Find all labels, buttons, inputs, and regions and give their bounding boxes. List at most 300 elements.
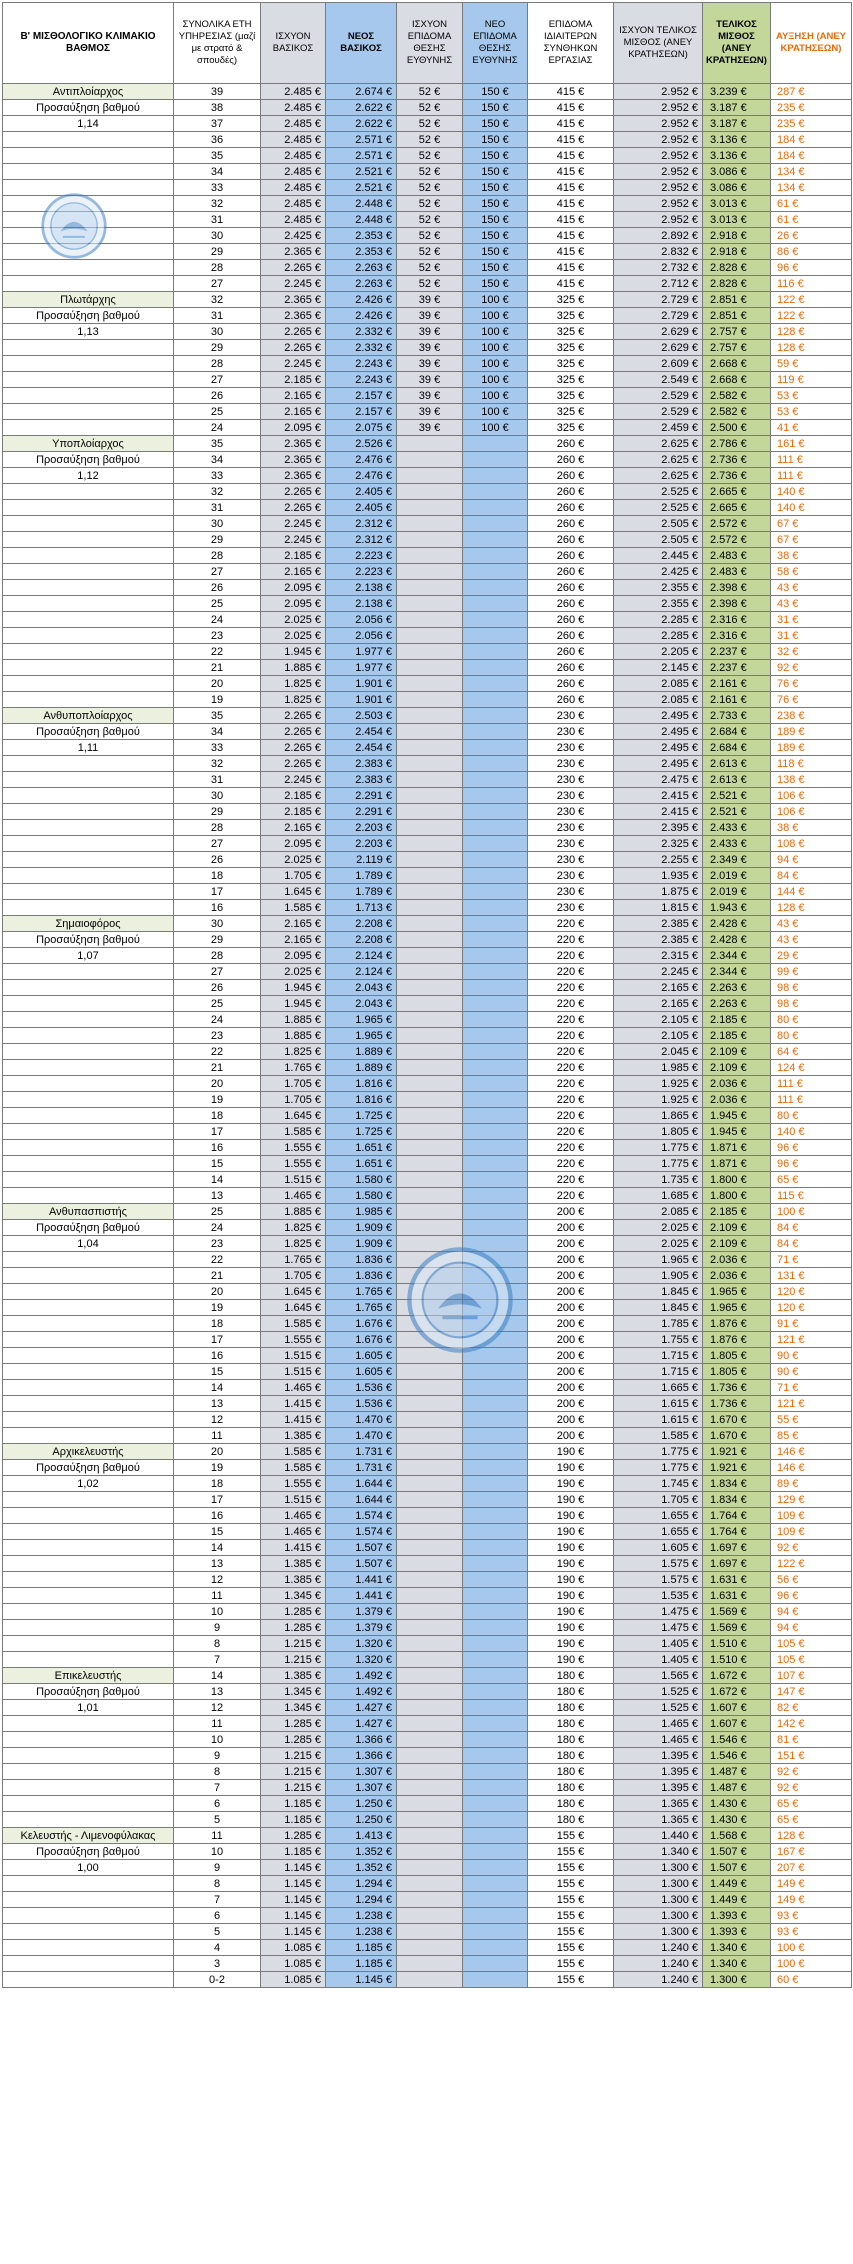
grade-cell	[3, 996, 174, 1012]
new-basic-cell: 1.366 €	[326, 1732, 397, 1748]
grade-cell	[3, 1092, 174, 1108]
current-position-allowance-cell	[397, 1748, 463, 1764]
new-position-allowance-cell	[463, 724, 528, 740]
final-salary-cell: 1.631 €	[703, 1572, 771, 1588]
special-allowance-cell: 220 €	[528, 916, 614, 932]
current-position-allowance-cell	[397, 1924, 463, 1940]
current-total-cell: 1.405 €	[614, 1652, 703, 1668]
table-row	[3, 852, 852, 868]
table-row	[3, 404, 852, 420]
table-row	[3, 228, 852, 244]
final-salary-cell: 2.398 €	[703, 596, 771, 612]
current-total-cell: 1.685 €	[614, 1188, 703, 1204]
current-position-allowance-cell	[397, 596, 463, 612]
grade-cell: Κελευστής - Λιμενοφύλακας	[3, 1828, 174, 1844]
final-salary-cell: 2.109 €	[703, 1060, 771, 1076]
final-salary-cell: 2.316 €	[703, 628, 771, 644]
increase-cell: 90 €	[771, 1348, 852, 1364]
current-total-cell: 1.565 €	[614, 1668, 703, 1684]
years-cell: 21	[174, 1268, 261, 1284]
years-cell: 11	[174, 1716, 261, 1732]
current-basic-cell: 1.285 €	[261, 1716, 326, 1732]
years-cell: 14	[174, 1540, 261, 1556]
new-position-allowance-cell: 100 €	[463, 388, 528, 404]
table-row	[3, 628, 852, 644]
current-position-allowance-cell	[397, 916, 463, 932]
current-basic-cell: 1.345 €	[261, 1684, 326, 1700]
final-salary-cell: 2.185 €	[703, 1028, 771, 1044]
current-basic-cell: 1.285 €	[261, 1620, 326, 1636]
new-position-allowance-cell	[463, 756, 528, 772]
current-position-allowance-cell	[397, 1796, 463, 1812]
table-row	[3, 1156, 852, 1172]
table-row	[3, 724, 852, 740]
current-basic-cell: 1.085 €	[261, 1972, 326, 1988]
current-position-allowance-cell: 52 €	[397, 212, 463, 228]
new-position-allowance-cell	[463, 1652, 528, 1668]
new-position-allowance-cell	[463, 1828, 528, 1844]
increase-cell: 93 €	[771, 1908, 852, 1924]
current-total-cell: 1.655 €	[614, 1508, 703, 1524]
increase-cell: 120 €	[771, 1284, 852, 1300]
grade-cell	[3, 516, 174, 532]
grade-cell	[3, 1188, 174, 1204]
increase-cell: 96 €	[771, 1140, 852, 1156]
years-cell: 16	[174, 1348, 261, 1364]
table-row	[3, 164, 852, 180]
grade-cell	[3, 1284, 174, 1300]
increase-cell: 56 €	[771, 1572, 852, 1588]
final-salary-cell: 2.582 €	[703, 404, 771, 420]
table-row	[3, 260, 852, 276]
final-salary-cell: 2.109 €	[703, 1220, 771, 1236]
increase-cell: 121 €	[771, 1396, 852, 1412]
new-basic-cell: 1.413 €	[326, 1828, 397, 1844]
grade-cell	[3, 1924, 174, 1940]
years-cell: 15	[174, 1524, 261, 1540]
increase-cell: 122 €	[771, 308, 852, 324]
special-allowance-cell: 325 €	[528, 372, 614, 388]
increase-cell: 94 €	[771, 1604, 852, 1620]
grade-cell	[3, 1140, 174, 1156]
grade-cell: Πλωτάρχης	[3, 292, 174, 308]
table-row	[3, 340, 852, 356]
final-salary-cell: 1.965 €	[703, 1300, 771, 1316]
new-basic-cell: 2.056 €	[326, 612, 397, 628]
current-position-allowance-cell	[397, 1460, 463, 1476]
current-basic-cell: 1.705 €	[261, 1092, 326, 1108]
final-salary-cell: 1.876 €	[703, 1332, 771, 1348]
years-cell: 9	[174, 1620, 261, 1636]
special-allowance-cell: 180 €	[528, 1764, 614, 1780]
table-row	[3, 1108, 852, 1124]
current-basic-cell: 1.185 €	[261, 1844, 326, 1860]
current-position-allowance-cell	[397, 1572, 463, 1588]
years-cell: 21	[174, 660, 261, 676]
increase-cell: 235 €	[771, 116, 852, 132]
table-row	[3, 180, 852, 196]
current-total-cell: 1.475 €	[614, 1620, 703, 1636]
new-basic-cell: 2.405 €	[326, 500, 397, 516]
grade-cell	[3, 532, 174, 548]
current-basic-cell: 1.825 €	[261, 1220, 326, 1236]
current-position-allowance-cell	[397, 1108, 463, 1124]
final-salary-cell: 2.483 €	[703, 548, 771, 564]
table-row	[3, 1924, 852, 1940]
table-row	[3, 1668, 852, 1684]
new-basic-cell: 1.889 €	[326, 1044, 397, 1060]
increase-cell: 38 €	[771, 548, 852, 564]
table-row	[3, 468, 852, 484]
current-total-cell: 1.605 €	[614, 1540, 703, 1556]
header-special-conditions-allowance: ΕΠΙΔΟΜΑ ΙΔΙΑΙΤΕΡΩΝ ΣΥΝΘΗΚΩΝ ΕΡΓΑΣΙΑΣ	[528, 3, 614, 84]
current-position-allowance-cell: 52 €	[397, 276, 463, 292]
new-position-allowance-cell	[463, 1460, 528, 1476]
final-salary-cell: 1.507 €	[703, 1860, 771, 1876]
current-position-allowance-cell	[397, 1092, 463, 1108]
current-basic-cell: 1.215 €	[261, 1652, 326, 1668]
current-total-cell: 1.715 €	[614, 1348, 703, 1364]
grade-cell	[3, 1540, 174, 1556]
grade-cell: Προσαύξηση βαθμού	[3, 932, 174, 948]
new-position-allowance-cell	[463, 804, 528, 820]
special-allowance-cell: 200 €	[528, 1428, 614, 1444]
table-row	[3, 804, 852, 820]
current-position-allowance-cell	[397, 1892, 463, 1908]
table-row	[3, 196, 852, 212]
increase-cell: 131 €	[771, 1268, 852, 1284]
current-position-allowance-cell	[397, 1204, 463, 1220]
current-position-allowance-cell	[397, 452, 463, 468]
increase-cell: 138 €	[771, 772, 852, 788]
current-total-cell: 2.732 €	[614, 260, 703, 276]
current-basic-cell: 1.415 €	[261, 1540, 326, 1556]
new-basic-cell: 1.441 €	[326, 1572, 397, 1588]
final-salary-cell: 2.668 €	[703, 372, 771, 388]
years-cell: 35	[174, 148, 261, 164]
current-position-allowance-cell: 52 €	[397, 244, 463, 260]
increase-cell: 76 €	[771, 692, 852, 708]
new-basic-cell: 1.725 €	[326, 1124, 397, 1140]
new-position-allowance-cell	[463, 1572, 528, 1588]
years-cell: 14	[174, 1380, 261, 1396]
final-salary-cell: 2.757 €	[703, 324, 771, 340]
special-allowance-cell: 220 €	[528, 1076, 614, 1092]
new-position-allowance-cell	[463, 1556, 528, 1572]
new-position-allowance-cell	[463, 1748, 528, 1764]
new-position-allowance-cell: 150 €	[463, 244, 528, 260]
table-row	[3, 1476, 852, 1492]
current-basic-cell: 2.165 €	[261, 404, 326, 420]
current-position-allowance-cell	[397, 1876, 463, 1892]
increase-cell: 122 €	[771, 292, 852, 308]
final-salary-cell: 2.344 €	[703, 964, 771, 980]
new-basic-cell: 2.263 €	[326, 276, 397, 292]
special-allowance-cell: 200 €	[528, 1364, 614, 1380]
new-basic-cell: 1.320 €	[326, 1636, 397, 1652]
special-allowance-cell: 325 €	[528, 356, 614, 372]
increase-cell: 92 €	[771, 1540, 852, 1556]
current-basic-cell: 1.285 €	[261, 1828, 326, 1844]
special-allowance-cell: 415 €	[528, 180, 614, 196]
current-total-cell: 2.952 €	[614, 180, 703, 196]
grade-cell	[3, 1780, 174, 1796]
new-basic-cell: 2.454 €	[326, 740, 397, 756]
new-position-allowance-cell	[463, 1156, 528, 1172]
years-cell: 18	[174, 868, 261, 884]
current-position-allowance-cell	[397, 1156, 463, 1172]
new-position-allowance-cell	[463, 468, 528, 484]
current-total-cell: 2.025 €	[614, 1236, 703, 1252]
current-position-allowance-cell	[397, 724, 463, 740]
years-cell: 26	[174, 980, 261, 996]
years-cell: 19	[174, 692, 261, 708]
new-basic-cell: 1.816 €	[326, 1076, 397, 1092]
years-cell: 34	[174, 452, 261, 468]
increase-cell: 93 €	[771, 1924, 852, 1940]
new-basic-cell: 1.985 €	[326, 1204, 397, 1220]
current-total-cell: 1.775 €	[614, 1460, 703, 1476]
new-position-allowance-cell	[463, 1796, 528, 1812]
new-basic-cell: 1.651 €	[326, 1156, 397, 1172]
grade-cell: Σημαιοφόρος	[3, 916, 174, 932]
increase-cell: 140 €	[771, 1124, 852, 1140]
grade-cell	[3, 1492, 174, 1508]
current-position-allowance-cell	[397, 468, 463, 484]
grade-cell	[3, 804, 174, 820]
years-cell: 17	[174, 1124, 261, 1140]
final-salary-cell: 1.764 €	[703, 1524, 771, 1540]
grade-cell	[3, 1076, 174, 1092]
table-row	[3, 500, 852, 516]
new-basic-cell: 1.676 €	[326, 1332, 397, 1348]
new-basic-cell: 2.243 €	[326, 356, 397, 372]
table-row	[3, 452, 852, 468]
increase-cell: 65 €	[771, 1796, 852, 1812]
increase-cell: 144 €	[771, 884, 852, 900]
current-position-allowance-cell	[397, 1844, 463, 1860]
increase-cell: 64 €	[771, 1044, 852, 1060]
new-position-allowance-cell	[463, 1076, 528, 1092]
years-cell: 34	[174, 164, 261, 180]
new-position-allowance-cell	[463, 1604, 528, 1620]
increase-cell: 89 €	[771, 1476, 852, 1492]
new-position-allowance-cell	[463, 1060, 528, 1076]
years-cell: 31	[174, 772, 261, 788]
current-position-allowance-cell	[397, 932, 463, 948]
new-basic-cell: 1.441 €	[326, 1588, 397, 1604]
grade-cell	[3, 1956, 174, 1972]
increase-cell: 124 €	[771, 1060, 852, 1076]
final-salary-cell: 1.568 €	[703, 1828, 771, 1844]
table-row	[3, 1796, 852, 1812]
final-salary-cell: 2.349 €	[703, 852, 771, 868]
new-basic-cell: 1.909 €	[326, 1236, 397, 1252]
special-allowance-cell: 200 €	[528, 1300, 614, 1316]
new-basic-cell: 1.909 €	[326, 1220, 397, 1236]
current-total-cell: 1.745 €	[614, 1476, 703, 1492]
years-cell: 10	[174, 1732, 261, 1748]
special-allowance-cell: 155 €	[528, 1972, 614, 1988]
new-basic-cell: 2.353 €	[326, 228, 397, 244]
years-cell: 7	[174, 1892, 261, 1908]
current-position-allowance-cell	[397, 1060, 463, 1076]
grade-cell	[3, 772, 174, 788]
years-cell: 23	[174, 628, 261, 644]
new-basic-cell: 1.816 €	[326, 1092, 397, 1108]
current-total-cell: 1.300 €	[614, 1860, 703, 1876]
special-allowance-cell: 190 €	[528, 1492, 614, 1508]
special-allowance-cell: 415 €	[528, 84, 614, 100]
table-row	[3, 148, 852, 164]
new-position-allowance-cell	[463, 1444, 528, 1460]
increase-cell: 43 €	[771, 580, 852, 596]
increase-cell: 128 €	[771, 1828, 852, 1844]
current-position-allowance-cell	[397, 1540, 463, 1556]
final-salary-cell: 1.672 €	[703, 1668, 771, 1684]
current-total-cell: 1.300 €	[614, 1908, 703, 1924]
table-row	[3, 1860, 852, 1876]
special-allowance-cell: 415 €	[528, 244, 614, 260]
increase-cell: 92 €	[771, 660, 852, 676]
increase-cell: 60 €	[771, 1972, 852, 1988]
new-position-allowance-cell: 150 €	[463, 116, 528, 132]
increase-cell: 67 €	[771, 516, 852, 532]
new-basic-cell: 1.307 €	[326, 1764, 397, 1780]
current-total-cell: 1.905 €	[614, 1268, 703, 1284]
new-basic-cell: 1.765 €	[326, 1284, 397, 1300]
years-cell: 25	[174, 1204, 261, 1220]
current-basic-cell: 2.165 €	[261, 932, 326, 948]
current-basic-cell: 2.165 €	[261, 820, 326, 836]
final-salary-cell: 1.921 €	[703, 1444, 771, 1460]
special-allowance-cell: 220 €	[528, 1172, 614, 1188]
years-cell: 31	[174, 500, 261, 516]
increase-cell: 76 €	[771, 676, 852, 692]
new-position-allowance-cell	[463, 1844, 528, 1860]
new-basic-cell: 2.157 €	[326, 404, 397, 420]
grade-cell	[3, 1796, 174, 1812]
table-row	[3, 388, 852, 404]
final-salary-cell: 2.185 €	[703, 1012, 771, 1028]
increase-cell: 100 €	[771, 1204, 852, 1220]
current-total-cell: 2.505 €	[614, 516, 703, 532]
current-basic-cell: 1.515 €	[261, 1348, 326, 1364]
current-position-allowance-cell	[397, 1908, 463, 1924]
special-allowance-cell: 260 €	[528, 532, 614, 548]
final-salary-cell: 2.918 €	[703, 228, 771, 244]
table-row	[3, 548, 852, 564]
new-basic-cell: 2.203 €	[326, 836, 397, 852]
years-cell: 17	[174, 1492, 261, 1508]
final-salary-cell: 2.109 €	[703, 1236, 771, 1252]
final-salary-cell: 1.510 €	[703, 1636, 771, 1652]
increase-cell: 98 €	[771, 980, 852, 996]
special-allowance-cell: 220 €	[528, 1060, 614, 1076]
current-basic-cell: 2.185 €	[261, 372, 326, 388]
current-total-cell: 1.365 €	[614, 1812, 703, 1828]
grade-cell: Προσαύξηση βαθμού	[3, 724, 174, 740]
final-salary-cell: 2.019 €	[703, 868, 771, 884]
final-salary-cell: 2.433 €	[703, 836, 771, 852]
grade-cell: 1,02	[3, 1476, 174, 1492]
table-row	[3, 676, 852, 692]
new-basic-cell: 1.366 €	[326, 1748, 397, 1764]
current-basic-cell: 2.245 €	[261, 356, 326, 372]
table-row	[3, 1700, 852, 1716]
years-cell: 5	[174, 1812, 261, 1828]
years-cell: 30	[174, 916, 261, 932]
current-basic-cell: 2.365 €	[261, 436, 326, 452]
current-total-cell: 1.575 €	[614, 1572, 703, 1588]
special-allowance-cell: 200 €	[528, 1316, 614, 1332]
table-row	[3, 1892, 852, 1908]
increase-cell: 80 €	[771, 1108, 852, 1124]
years-cell: 20	[174, 676, 261, 692]
increase-cell: 140 €	[771, 500, 852, 516]
current-total-cell: 2.952 €	[614, 116, 703, 132]
final-salary-cell: 2.736 €	[703, 468, 771, 484]
current-total-cell: 2.952 €	[614, 132, 703, 148]
new-basic-cell: 2.526 €	[326, 436, 397, 452]
new-position-allowance-cell: 150 €	[463, 148, 528, 164]
current-position-allowance-cell	[397, 980, 463, 996]
final-salary-cell: 1.393 €	[703, 1924, 771, 1940]
grade-cell	[3, 420, 174, 436]
special-allowance-cell: 180 €	[528, 1716, 614, 1732]
grade-cell: Προσαύξηση βαθμού	[3, 1684, 174, 1700]
special-allowance-cell: 220 €	[528, 980, 614, 996]
years-cell: 29	[174, 804, 261, 820]
new-basic-cell: 2.291 €	[326, 788, 397, 804]
special-allowance-cell: 325 €	[528, 324, 614, 340]
current-basic-cell: 2.425 €	[261, 228, 326, 244]
new-basic-cell: 1.574 €	[326, 1524, 397, 1540]
salary-table	[2, 2, 852, 1988]
grade-cell: Προσαύξηση βαθμού	[3, 1460, 174, 1476]
current-total-cell: 2.529 €	[614, 404, 703, 420]
special-allowance-cell: 260 €	[528, 436, 614, 452]
grade-cell: Επικελευστής	[3, 1668, 174, 1684]
table-row	[3, 820, 852, 836]
current-position-allowance-cell: 52 €	[397, 164, 463, 180]
new-position-allowance-cell	[463, 932, 528, 948]
current-basic-cell: 2.095 €	[261, 420, 326, 436]
grade-cell	[3, 820, 174, 836]
current-total-cell: 1.615 €	[614, 1412, 703, 1428]
current-total-cell: 2.549 €	[614, 372, 703, 388]
current-position-allowance-cell	[397, 660, 463, 676]
current-basic-cell: 1.145 €	[261, 1876, 326, 1892]
current-total-cell: 2.445 €	[614, 548, 703, 564]
years-cell: 0-2	[174, 1972, 261, 1988]
new-basic-cell: 1.901 €	[326, 692, 397, 708]
current-basic-cell: 1.465 €	[261, 1188, 326, 1204]
table-row	[3, 692, 852, 708]
years-cell: 18	[174, 1476, 261, 1492]
increase-cell: 96 €	[771, 260, 852, 276]
final-salary-cell: 1.800 €	[703, 1172, 771, 1188]
years-cell: 27	[174, 372, 261, 388]
increase-cell: 105 €	[771, 1652, 852, 1668]
special-allowance-cell: 190 €	[528, 1572, 614, 1588]
special-allowance-cell: 200 €	[528, 1412, 614, 1428]
final-salary-cell: 1.736 €	[703, 1380, 771, 1396]
grade-cell	[3, 660, 174, 676]
increase-cell: 121 €	[771, 1332, 852, 1348]
current-position-allowance-cell	[397, 1940, 463, 1956]
current-position-allowance-cell	[397, 1220, 463, 1236]
